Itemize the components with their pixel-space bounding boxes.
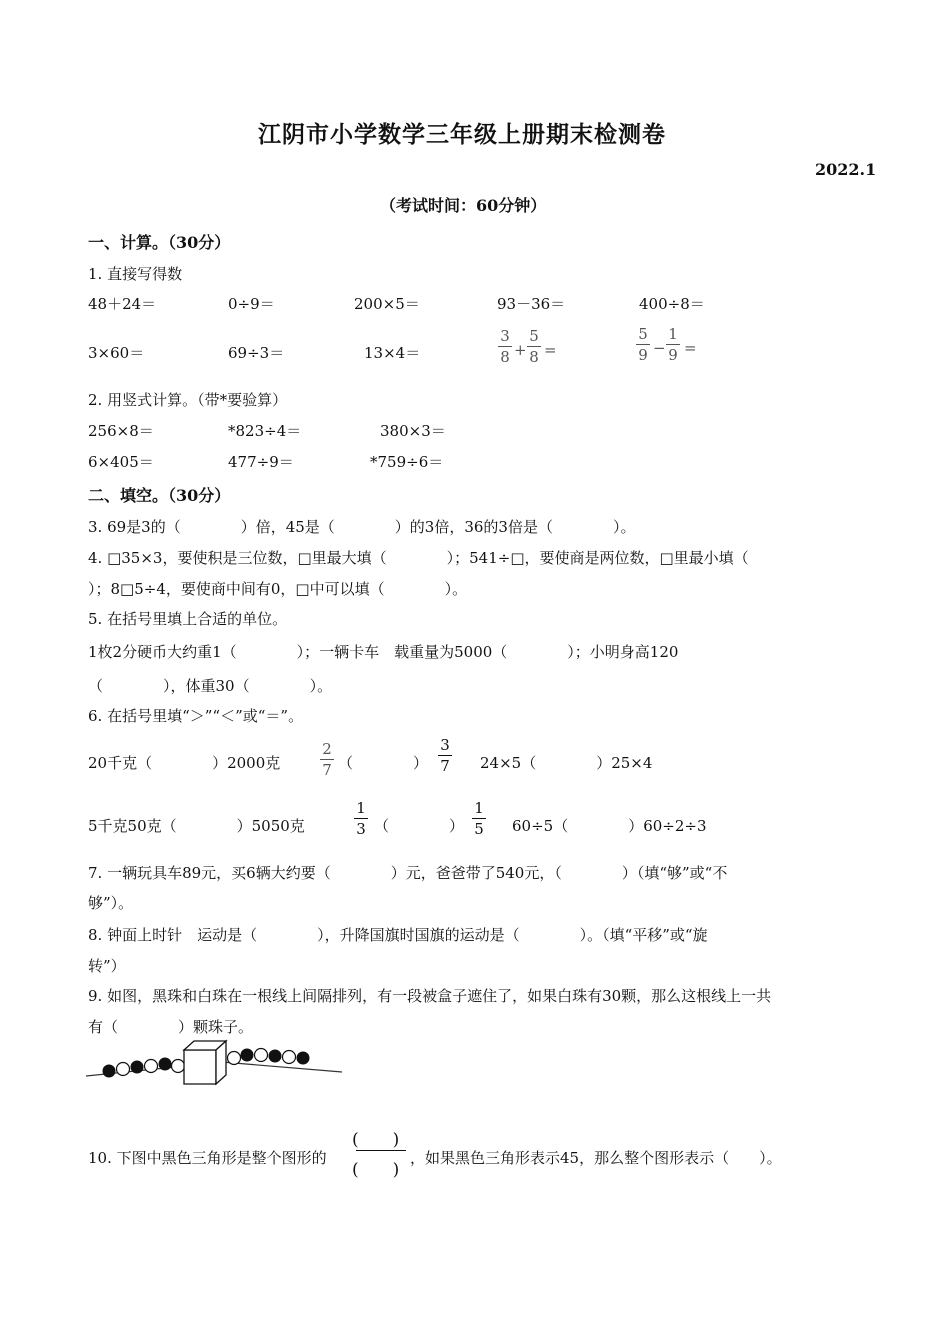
- fraction: 5 9: [636, 326, 650, 363]
- q5-line2: （ ），体重30（ ）。: [88, 677, 333, 695]
- q9-line2: 有（ ）颗珠子。: [88, 1018, 254, 1036]
- q6-compare-paren: （ ）: [338, 754, 429, 772]
- q1-item: 3×60＝: [88, 344, 145, 362]
- q5-line1: 1枚2分硬币大约重1（ ）；一辆卡车 载重量为5000（ ）；小明身高120: [88, 643, 679, 661]
- fraction: 1 5: [472, 800, 486, 837]
- fraction: 1 3: [354, 800, 368, 837]
- fraction: 1 9: [666, 326, 680, 363]
- q8-line2: 转”）: [88, 957, 126, 975]
- q10-fraction-bar: [356, 1150, 406, 1151]
- fraction: 3 7: [438, 737, 452, 774]
- q10-fraction-top: ( ): [352, 1130, 400, 1150]
- q5-label: 5. 在括号里填上合适的单位。: [88, 610, 288, 628]
- q1-item: 69÷3＝: [228, 344, 285, 362]
- q10-fraction-bottom: ( ): [352, 1160, 400, 1180]
- equals-sign: =: [544, 341, 557, 359]
- plus-sign: +: [514, 341, 527, 359]
- q6-compare: 5千克50克（ ）5050克: [88, 817, 305, 835]
- q7-line1: 7. 一辆玩具车89元，买6辆大约要（ ）元，爸爸带了540元，（ ）（填“够”或“不: [88, 864, 728, 882]
- box: [184, 1041, 226, 1084]
- black-bead: [241, 1049, 254, 1062]
- minus-sign: −: [653, 339, 666, 357]
- q1-item: 400÷8＝: [639, 295, 705, 313]
- q10-post: ，如果黑色三角形表示45，那么整个图形表示（ ）。: [410, 1149, 782, 1167]
- q8-line1: 8. 钟面上时针 运动是（ ），升降国旗时国旗的运动是（ ）。（填“平移”或“旋: [88, 926, 708, 944]
- q1-item: 93－36＝: [497, 295, 566, 313]
- q2-item: 6×405＝: [88, 453, 154, 471]
- q1-label: 1. 直接写得数: [88, 265, 183, 283]
- black-bead: [159, 1058, 172, 1071]
- section-1-heading: 一、计算。（30分）: [88, 233, 231, 252]
- exam-time: （考试时间：60分钟）: [380, 196, 547, 215]
- bead-box-figure: [84, 1036, 346, 1090]
- fraction: 2 7: [320, 741, 334, 778]
- q10-pre: 10. 下图中黑色三角形是整个图形的: [88, 1149, 327, 1167]
- q2-item: 380×3＝: [380, 422, 446, 440]
- black-bead: [131, 1061, 144, 1074]
- white-bead: [228, 1052, 241, 1065]
- q2-label: 2. 用竖式计算。（带*要验算）: [88, 391, 288, 409]
- q4-line1: 4. □35×3，要使积是三位数，□里最大填（ ）；541÷□，要使商是两位数，□里最小填（: [88, 549, 749, 567]
- fraction: 5 8: [527, 328, 541, 365]
- exam-date: 2022.1: [815, 160, 877, 179]
- q1-item: 200×5＝: [354, 295, 420, 313]
- q6-label: 6. 在括号里填“＞”“＜”或“＝”。: [88, 707, 304, 725]
- q3: 3. 69是3的（ ）倍，45是（ ）的3倍，36的3倍是（ ）。: [88, 518, 636, 536]
- q6-compare-paren: （ ）: [374, 817, 465, 835]
- black-bead: [103, 1065, 116, 1078]
- q6-compare: 60÷5（ ）60÷2÷3: [512, 817, 707, 835]
- white-bead: [145, 1060, 158, 1073]
- black-bead: [297, 1052, 310, 1065]
- section-2-heading: 二、填空。（30分）: [88, 486, 231, 505]
- white-bead: [255, 1049, 268, 1062]
- fraction: 3 8: [498, 328, 512, 365]
- q9-line1: 9. 如图，黑珠和白珠在一根线上间隔排列，有一段被盒子遮住了，如果白珠有30颗，那么这根线上一共: [88, 987, 772, 1005]
- q7-line2: 够”）。: [88, 894, 134, 912]
- q1-item: 13×4＝: [364, 344, 421, 362]
- white-bead: [172, 1060, 185, 1073]
- white-bead: [117, 1063, 130, 1076]
- page-title: 江阴市小学数学三年级上册期末检测卷: [258, 121, 666, 148]
- q2-item: *759÷6＝: [370, 453, 444, 471]
- equals-sign: =: [684, 339, 697, 357]
- q1-item: 48＋24＝: [88, 295, 157, 313]
- q1-item: 0÷9＝: [228, 295, 275, 313]
- q6-compare: 24×5（ ）25×4: [480, 754, 653, 772]
- black-bead: [269, 1050, 282, 1063]
- q2-item: *823÷4＝: [228, 422, 302, 440]
- q2-item: 256×8＝: [88, 422, 154, 440]
- q2-item: 477÷9＝: [228, 453, 294, 471]
- white-bead: [283, 1051, 296, 1064]
- q4-line2: ）；8□5÷4，要使商中间有0，□中可以填（ ）。: [88, 580, 468, 598]
- q6-compare: 20千克（ ）2000克: [88, 754, 281, 772]
